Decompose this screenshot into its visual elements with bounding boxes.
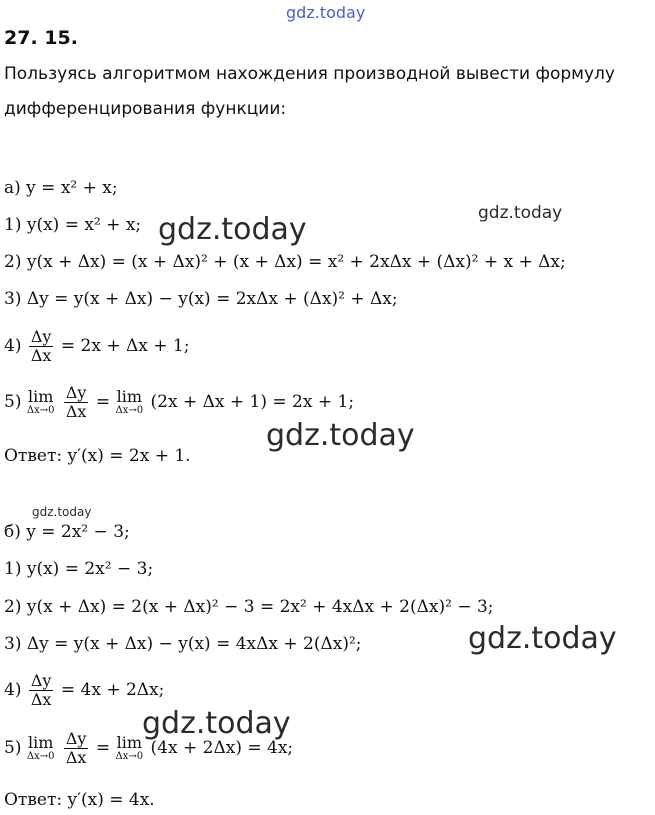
watermark: gdz.today — [32, 505, 92, 519]
limit-operator — [26, 386, 55, 417]
equals-sign: = — [95, 392, 111, 412]
part-a-step-2: 2) y(x + Δx) = (x + Δx)² + (x + Δx) = x² + 2xΔx + (Δx)² + x + Δx; — [4, 252, 566, 272]
fraction-denominator: Δx — [65, 402, 87, 421]
equals-sign: = — [95, 738, 111, 758]
step-5-expression: (2x + Δx + 1) = 2x + 1; — [150, 392, 355, 412]
part-b-answer — [4, 790, 155, 810]
step-4-expression: = 4x + 2Δx; — [60, 680, 165, 700]
part-a-step-4 — [4, 328, 189, 365]
part-b-step-5 — [4, 730, 293, 767]
answer-label: Ответ: — [4, 790, 63, 810]
fraction-numerator: Δy — [30, 671, 52, 690]
part-a-header: а) y = x² + x; — [4, 178, 118, 198]
limit-operator — [115, 732, 144, 763]
fraction-numerator: Δy — [65, 383, 87, 402]
answer-value: y′(x) = 2x + 1. — [67, 446, 191, 466]
watermark: gdz.today — [468, 621, 617, 656]
step-label: 4) — [4, 336, 22, 356]
limit-subscript: Δx→0 — [26, 404, 55, 416]
watermark-top: gdz.today — [286, 3, 366, 22]
watermark: gdz.today — [478, 203, 563, 223]
part-b-step-2: 2) y(x + Δx) = 2(x + Δx)² − 3 = 2x² + 4xΔx + 2(Δx)² − 3; — [4, 597, 494, 617]
part-b-step-3: 3) Δy = y(x + Δx) − y(x) = 4xΔx + 2(Δx)²; — [4, 634, 362, 654]
limit-subscript: Δx→0 — [26, 750, 55, 762]
part-a-answer — [4, 446, 191, 466]
limit-word: lim — [116, 732, 143, 752]
limit-word: lim — [27, 386, 54, 406]
fraction-denominator: Δx — [65, 748, 87, 767]
fraction — [64, 384, 89, 421]
problem-statement-line1: Пользуясь алгоритмом нахождения производной вывести формулу — [4, 64, 615, 84]
watermark: gdz.today — [158, 212, 307, 247]
fraction-denominator: Δx — [30, 346, 52, 365]
part-b-step-4 — [4, 672, 164, 709]
limit-subscript: Δx→0 — [115, 750, 144, 762]
fraction — [64, 730, 89, 767]
part-a-step-1: 1) y(x) = x² + x; — [4, 215, 142, 235]
fraction-numerator: Δy — [30, 327, 52, 346]
limit-operator — [115, 386, 144, 417]
step-label: 5) — [4, 392, 22, 412]
limit-word: lim — [116, 386, 143, 406]
watermark: gdz.today — [142, 706, 291, 741]
step-4-expression: = 2x + Δx + 1; — [60, 336, 190, 356]
answer-value: y′(x) = 4x. — [67, 790, 155, 810]
problem-number: 27. 15. — [4, 27, 78, 49]
part-a-step-5 — [4, 384, 354, 421]
fraction — [29, 672, 54, 709]
watermark: gdz.today — [266, 418, 415, 453]
part-b-header: б) y = 2x² − 3; — [4, 522, 130, 542]
limit-word: lim — [27, 732, 54, 752]
answer-label: Ответ: — [4, 446, 63, 466]
fraction-numerator: Δy — [65, 729, 87, 748]
fraction-denominator: Δx — [30, 690, 52, 709]
step-label: 5) — [4, 738, 22, 758]
part-b-step-1: 1) y(x) = 2x² − 3; — [4, 559, 154, 579]
limit-subscript: Δx→0 — [115, 404, 144, 416]
step-label: 4) — [4, 680, 22, 700]
fraction — [29, 328, 54, 365]
part-a-step-3: 3) Δy = y(x + Δx) − y(x) = 2xΔx + (Δx)² + Δx; — [4, 289, 398, 309]
problem-statement-line2: дифференцирования функции: — [4, 99, 287, 119]
step-5-expression: (4x + 2Δx) = 4x; — [150, 738, 294, 758]
limit-operator — [26, 732, 55, 763]
